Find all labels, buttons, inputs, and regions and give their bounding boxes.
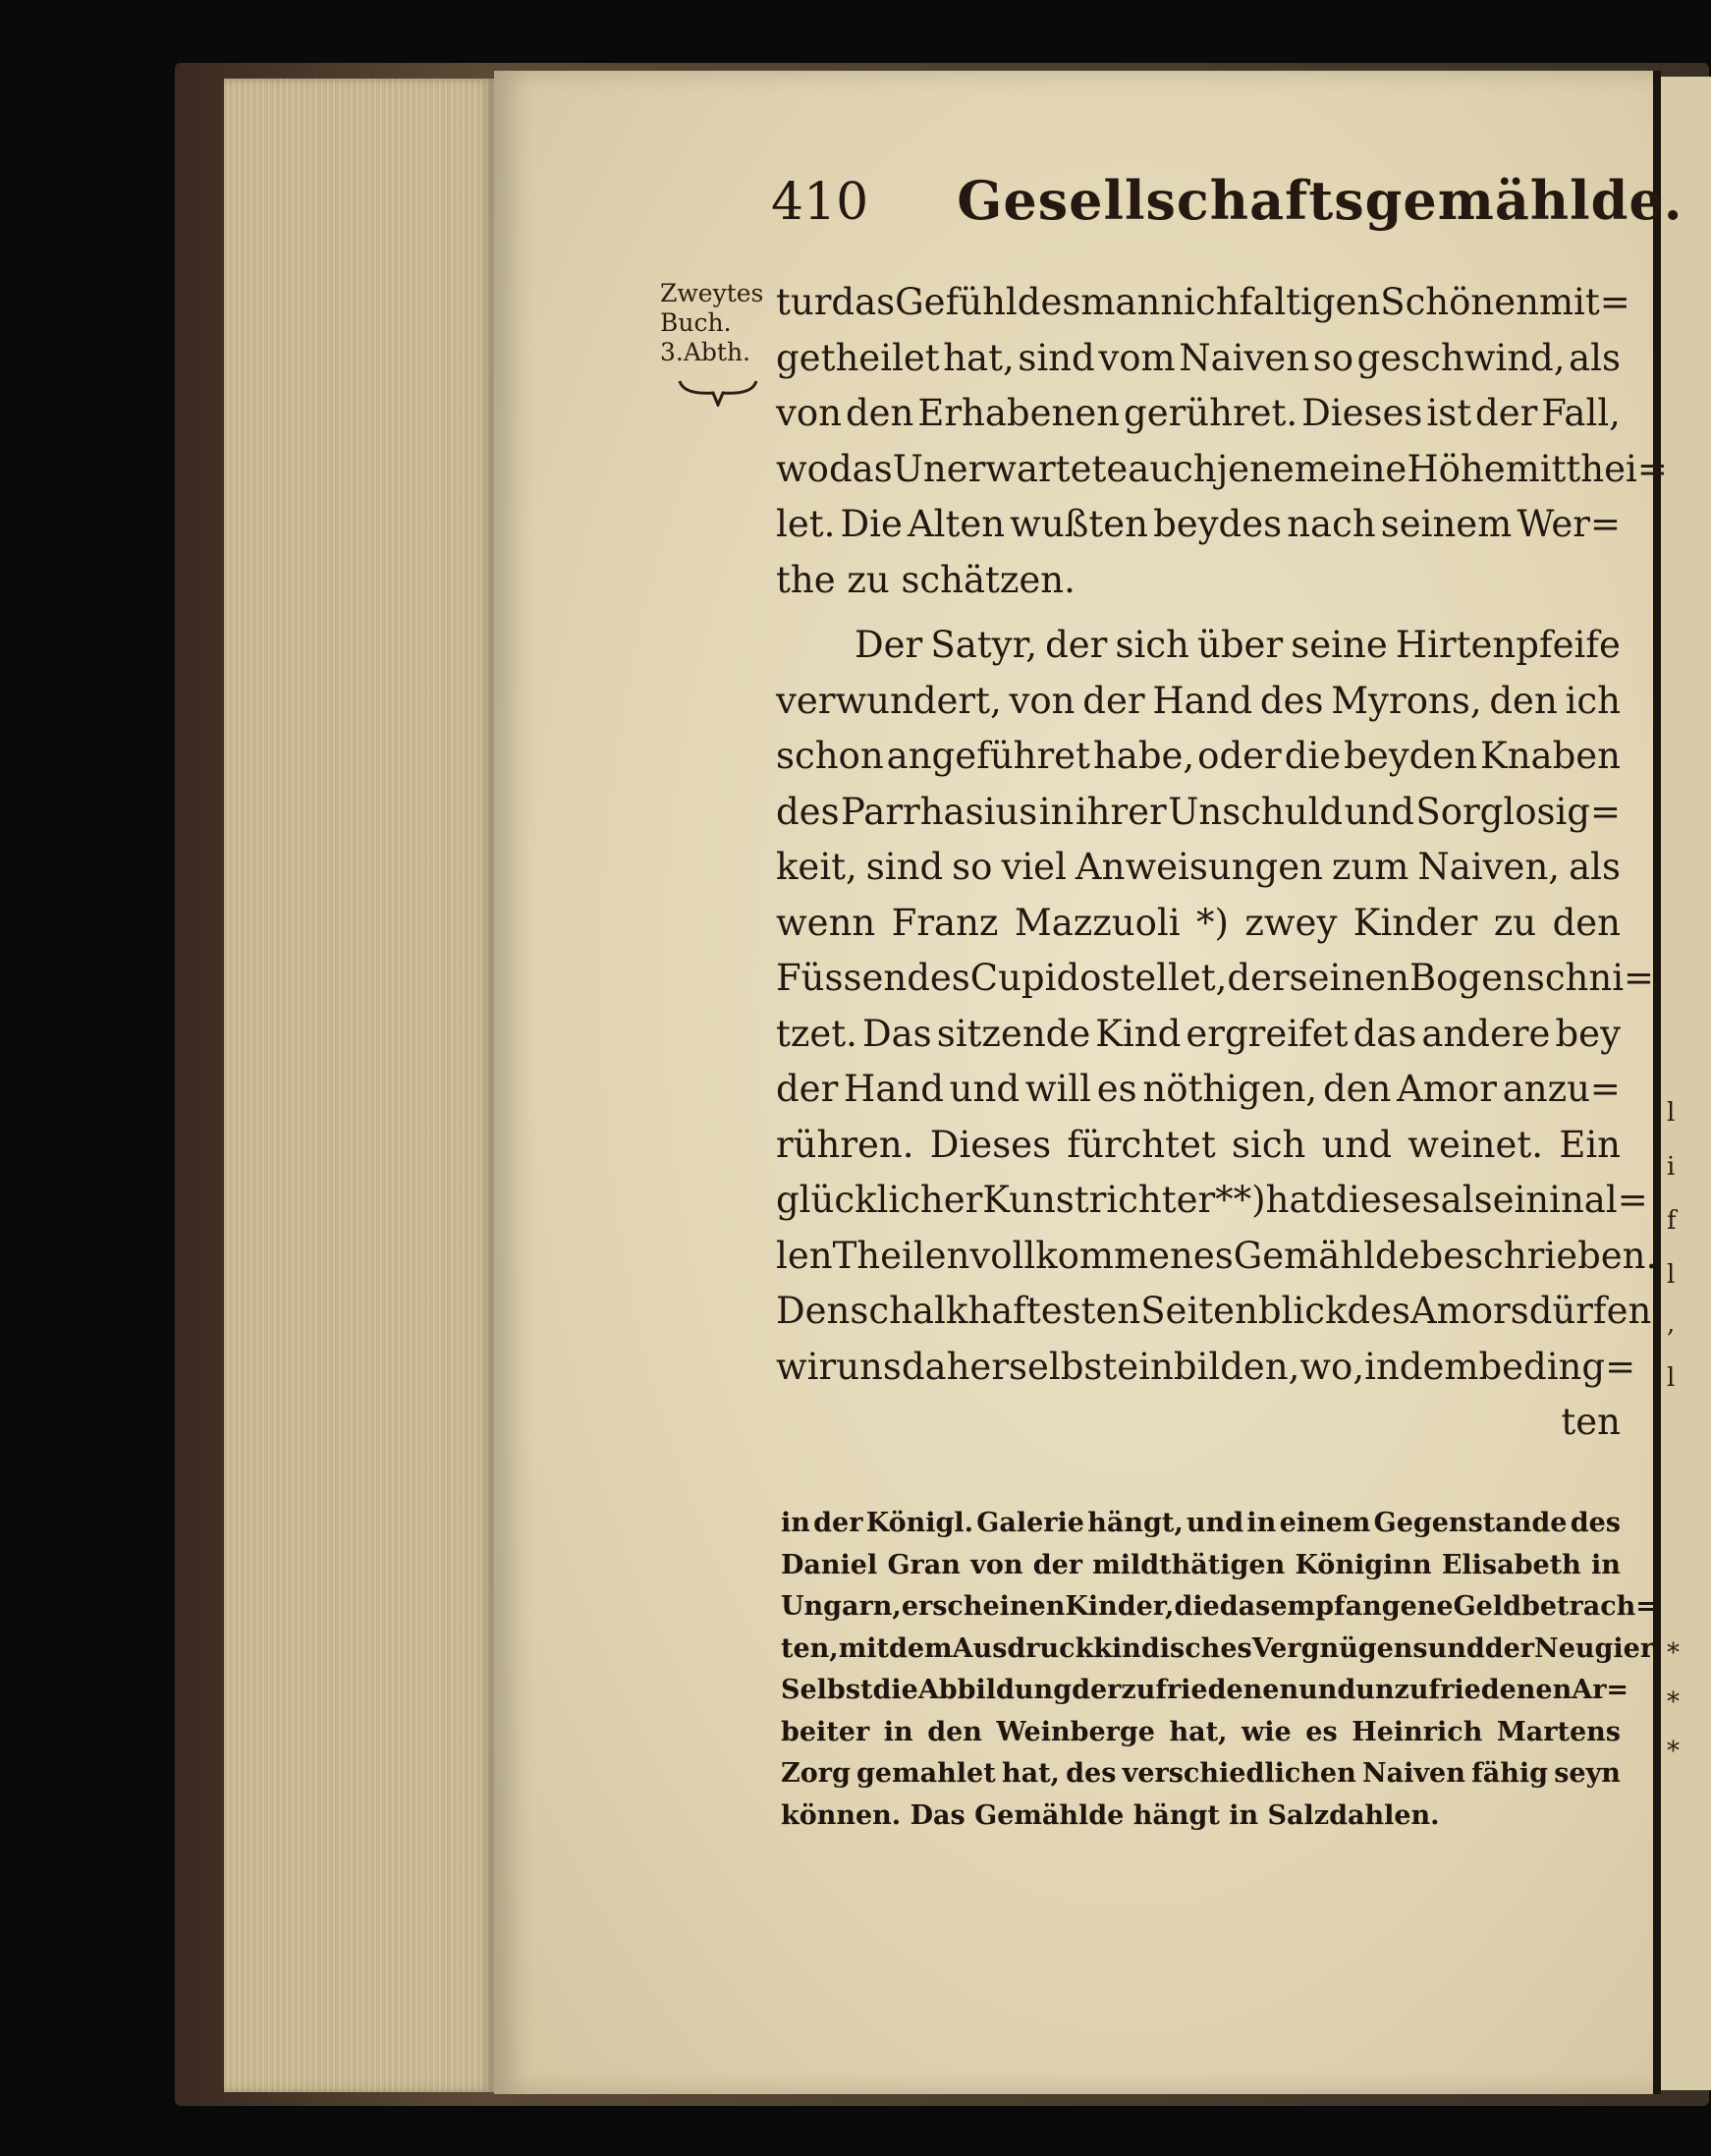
footnote-line: in der Königl. Galerie hängt, und in einem Gegenstande des — [781, 1508, 1621, 1538]
text-line: verwundert, von der Hand des Myrons, den ich — [776, 679, 1621, 722]
text-line: the zu schätzen. — [776, 558, 1076, 601]
text-line: len Theilen vollkommenes Gemählde beschrieben. — [776, 1234, 1658, 1277]
margin-note — [660, 279, 778, 367]
catchword: ten — [1561, 1401, 1621, 1443]
text-line: tur das Gefühl des mannichfaltigen Schönen mit= — [776, 281, 1630, 323]
margin-note-line: Buch. — [660, 308, 732, 337]
text-line: von den Erhabenen gerühret. Dieses ist der Fall, — [776, 392, 1621, 434]
page-gutter — [1653, 71, 1661, 2094]
text-line: wir uns daher selbst einbilden, wo, in dem beding= — [776, 1345, 1636, 1388]
footnote-line: Ungarn, erscheinen Kinder, die das empfangene Geld betrach= — [781, 1591, 1658, 1622]
footnote-line: Selbst die Abbildung der zufriedenen und unzufriedenen Ar= — [781, 1675, 1629, 1705]
text-line: glücklicher Kunstrichter **) hat dieses als ein in al= — [776, 1179, 1648, 1221]
page-edges — [224, 79, 494, 2092]
text-line: let. Die Alten wußten beydes nach seinem Wer= — [776, 503, 1621, 545]
text-line: keit, sind so viel Anweisungen zum Naiven, als — [776, 846, 1621, 888]
next-page-glyph: * — [1667, 1638, 1680, 1668]
page-number: 410 — [771, 173, 869, 232]
next-page-glyph: f — [1667, 1206, 1677, 1236]
footnote-line: Zorg gemahlet hat, des verschiedlichen Naiven fähig seyn — [781, 1758, 1621, 1789]
margin-note-line: Zweytes — [660, 279, 764, 307]
running-title: Gesellschaftsgemählde. — [957, 169, 1683, 232]
next-page-glyph: * — [1667, 1737, 1680, 1766]
next-page-glyph: l — [1667, 1260, 1676, 1290]
margin-note-line: 3.Abth. — [660, 338, 751, 366]
next-page-glyph: , — [1667, 1309, 1676, 1339]
next-page-glyph: l — [1667, 1363, 1676, 1393]
text-line: wo das Unerwartete auch jenem eine Höhe mitthei= — [776, 447, 1668, 490]
text-line: Den schalkhaftesten Seitenblick des Amors dürfen — [776, 1290, 1652, 1332]
next-page-glyph: i — [1667, 1152, 1676, 1182]
next-page-edge — [1661, 77, 1711, 2090]
footnote-line: können. Das Gemählde hängt in Salzdahlen. — [781, 1799, 1440, 1831]
text-line: wenn Franz Mazzuoli *) zwey Kinder zu den — [776, 901, 1621, 944]
text-line: der Hand und will es nöthigen, den Amor anzu= — [776, 1068, 1621, 1110]
text-line: rühren. Dieses fürchtet sich und weinet. Ein — [776, 1123, 1621, 1166]
text-line: Der Satyr, der sich über seine Hirtenpfeife — [855, 624, 1621, 666]
text-line: Füssen des Cupido stellet, der seinen Bogen schni= — [776, 957, 1655, 999]
next-page-glyph: l — [1667, 1098, 1676, 1128]
text-line: schon angeführet habe, oder die beyden Knaben — [776, 735, 1621, 777]
text-line: getheilet hat, sind vom Naiven so geschwind, als — [776, 336, 1621, 379]
footnote — [781, 1503, 1661, 1837]
footnote-line: beiter in den Weinberge hat, wie es Heinrich Martens — [781, 1716, 1621, 1747]
next-page-glyph: * — [1667, 1687, 1680, 1717]
main-text — [776, 275, 1668, 1451]
page-header — [771, 169, 1683, 248]
brace-mark — [678, 377, 758, 407]
footnote-line: ten, mit dem Ausdruck kindisches Vergnügens und der Neugier. — [781, 1632, 1661, 1664]
text-line: tzet. Das sitzende Kind ergreifet das andere bey — [776, 1012, 1621, 1055]
footnote-line: Daniel Gran von der mildthätigen Königinn Elisabeth in — [781, 1549, 1621, 1580]
text-line: des Parrhasius in ihrer Unschuld und Sorglosig= — [776, 790, 1621, 833]
